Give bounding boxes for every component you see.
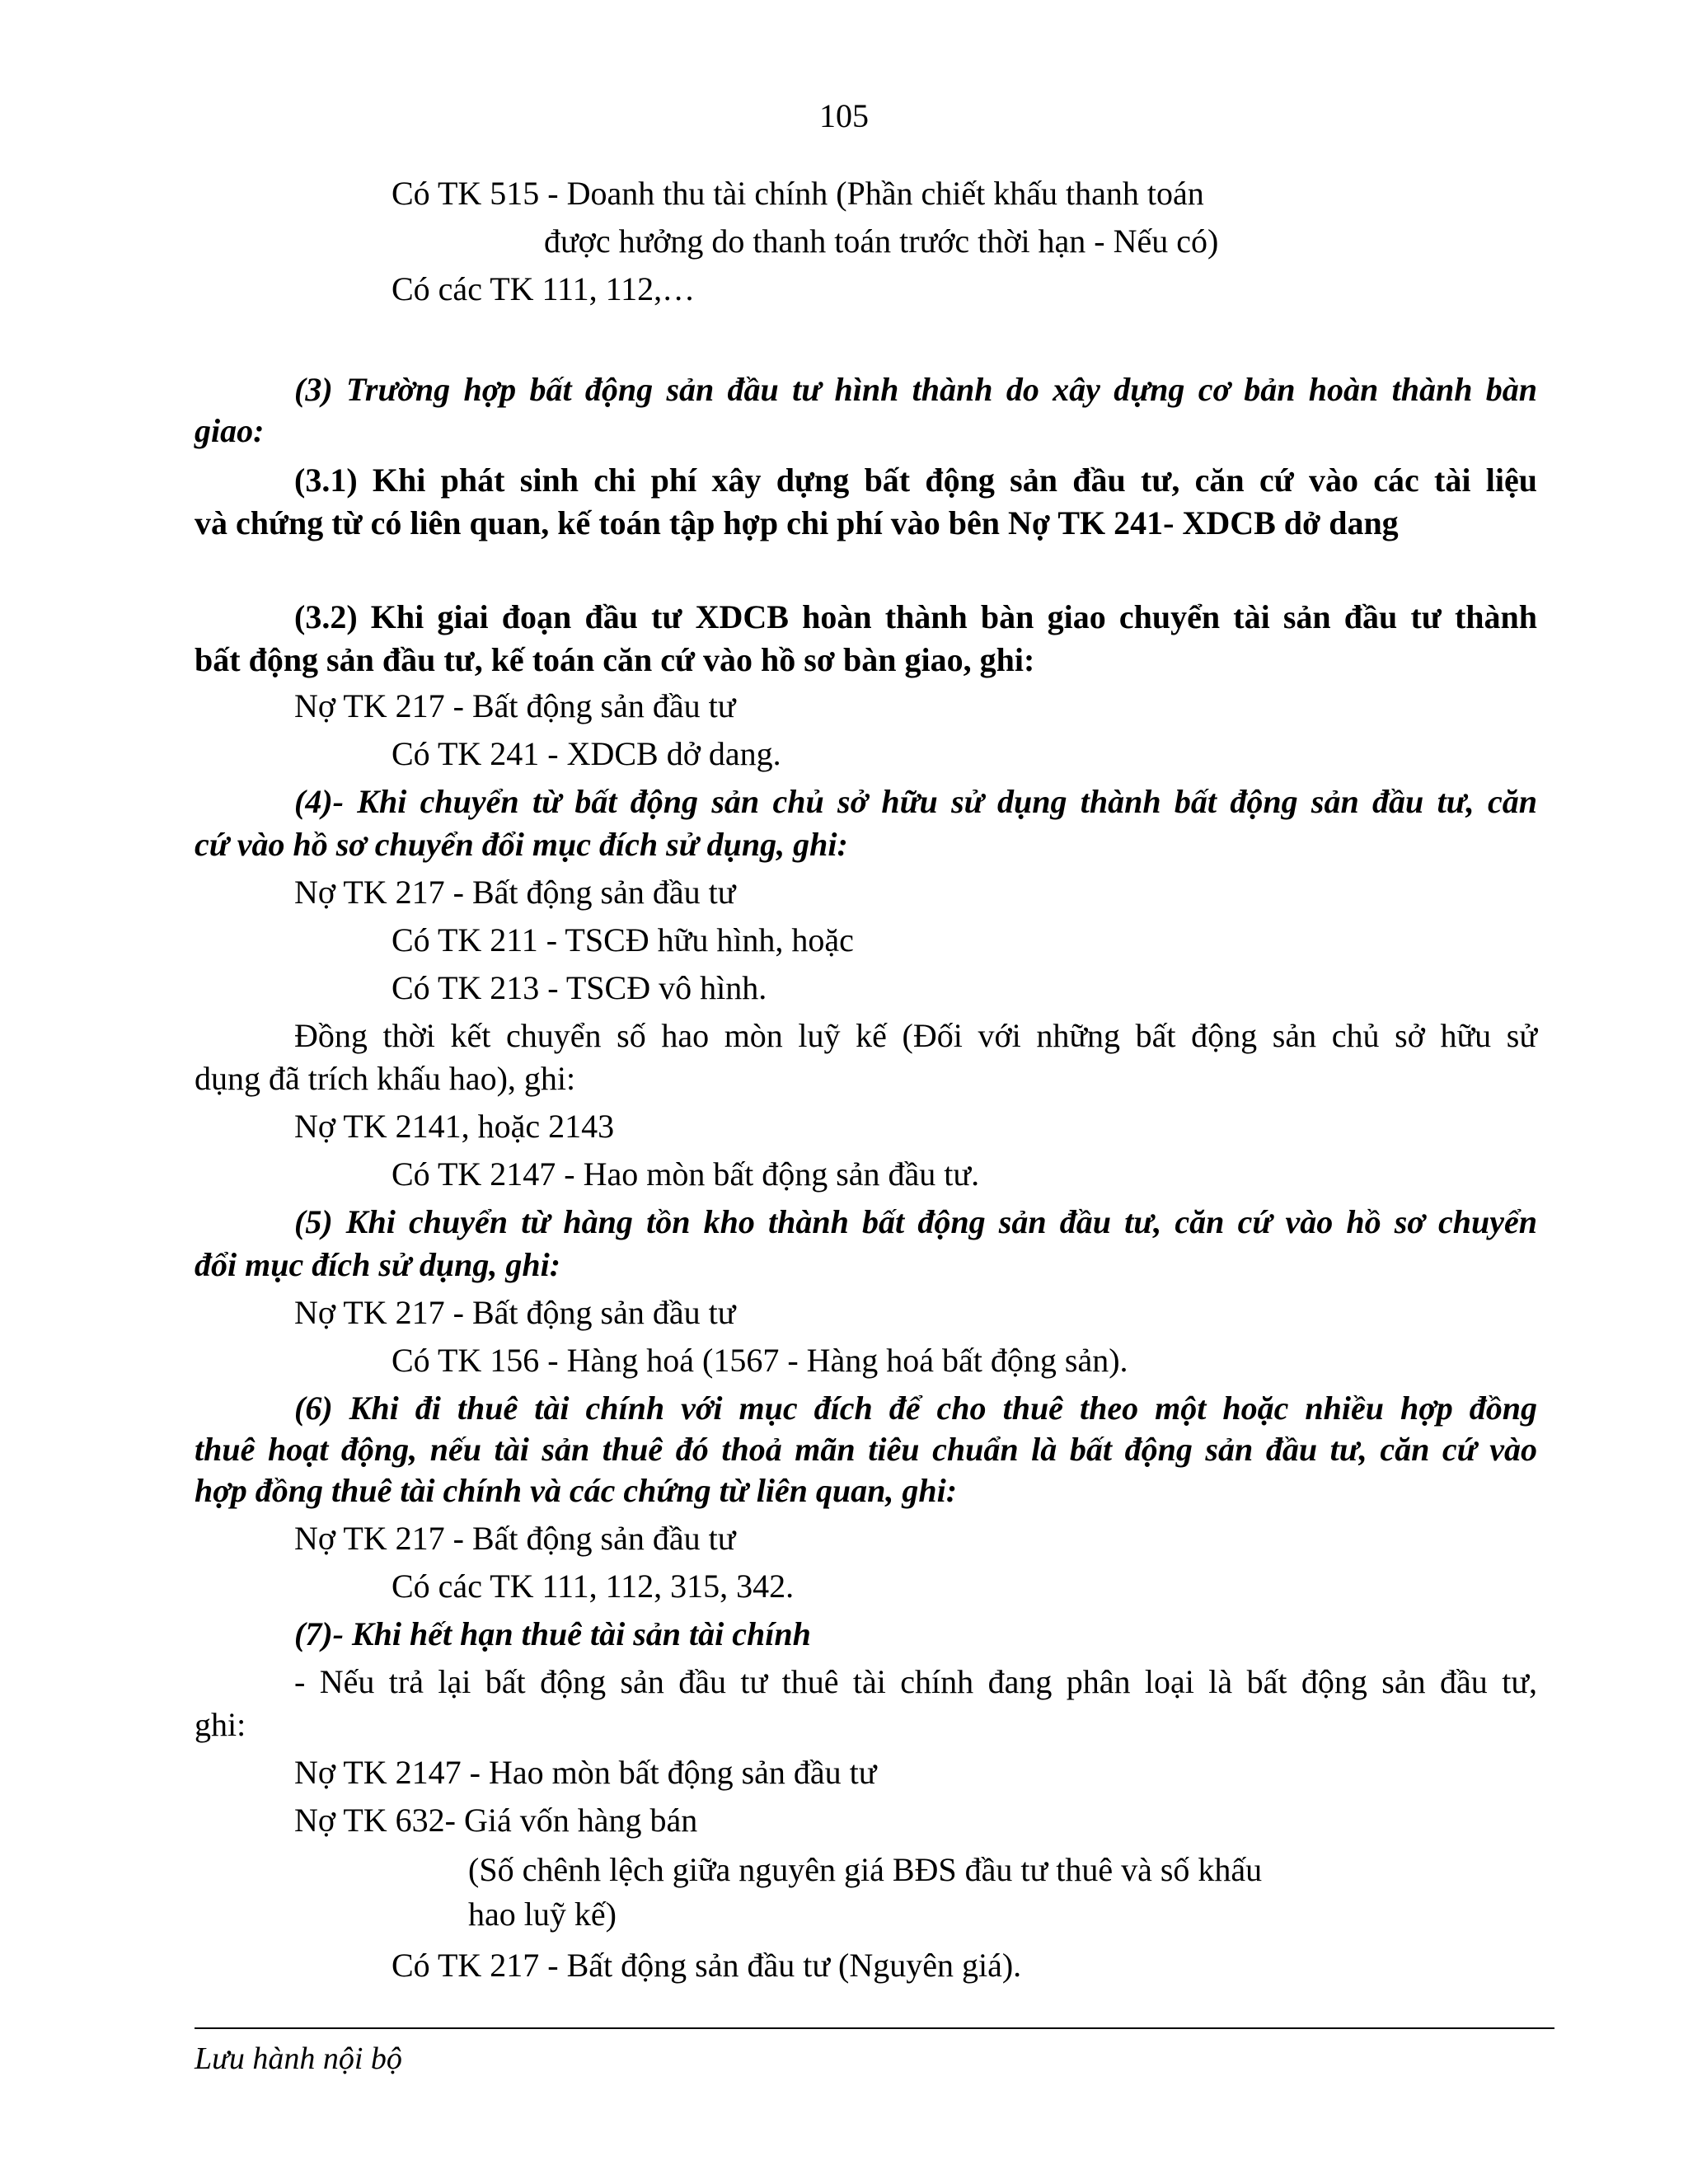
text-line: Có TK 213 - TSCĐ vô hình.	[392, 969, 767, 1006]
section-heading: hợp đồng thuê tài chính và các chứng từ liên quan, ghi:	[195, 1472, 958, 1509]
text-line: Đồng thời kết chuyển số hao mòn luỹ kế (Đối với những bất động sản chủ sở hữu sử	[294, 1017, 1537, 1054]
text-line: Nợ TK 217 - Bất động sản đầu tư	[294, 687, 736, 724]
text-line: Có TK 241 - XDCB dở dang.	[392, 735, 781, 772]
section-heading: (3) Trường hợp bất động sản đầu tư hình thành do xây dựng cơ bản hoàn thành bàn	[294, 371, 1537, 408]
text-line: Nợ TK 2141, hoặc 2143	[294, 1108, 615, 1145]
subsection-heading: (3.1) Khi phát sinh chi phí xây dựng bất động sản đầu tư, căn cứ vào các tài liệu	[294, 462, 1537, 499]
text-line: Nợ TK 217 - Bất động sản đầu tư	[294, 874, 736, 911]
subsection-heading: và chứng từ có liên quan, kế toán tập hợp chi phí vào bên Nợ TK 241- XDCB dở dang	[195, 504, 1399, 541]
text-line: Nợ TK 217 - Bất động sản đầu tư	[294, 1520, 736, 1557]
subsection-heading: (3.2) Khi giai đoạn đầu tư XDCB hoàn thành bàn giao chuyển tài sản đầu tư thành	[294, 598, 1537, 635]
text-line: Có TK 217 - Bất động sản đầu tư (Nguyên giá).	[392, 1947, 1022, 1984]
section-heading: (5) Khi chuyển từ hàng tồn kho thành bất động sản đầu tư, căn cứ vào hồ sơ chuyển	[294, 1203, 1537, 1240]
text-line: Có TK 515 - Doanh thu tài chính (Phần chiết khấu thanh toán	[392, 175, 1204, 212]
text-line: (Số chênh lệch giữa nguyên giá BĐS đầu tư thuê và số khấu	[468, 1851, 1263, 1888]
text-line: Nợ TK 2147 - Hao mòn bất động sản đầu tư	[294, 1754, 877, 1791]
text-line: Có TK 156 - Hàng hoá (1567 - Hàng hoá bất động sản).	[392, 1342, 1128, 1379]
section-heading: (7)- Khi hết hạn thuê tài sản tài chính	[294, 1615, 811, 1652]
section-heading: cứ vào hồ sơ chuyển đổi mục đích sử dụng, ghi:	[195, 826, 848, 863]
section-heading: thuê hoạt động, nếu tài sản thuê đó thoả mãn tiêu chuẩn là bất động sản đầu tư, căn cứ vào	[195, 1431, 1537, 1468]
footer-text: Lưu hành nội bộ	[195, 2041, 402, 2076]
text-line: Có các TK 111, 112,…	[392, 270, 696, 307]
footer-divider	[195, 2027, 1554, 2029]
subsection-heading: bất động sản đầu tư, kế toán căn cứ vào hồ sơ bàn giao, ghi:	[195, 641, 1035, 678]
section-heading: (4)- Khi chuyển từ bất động sản chủ sở hữu sử dụng thành bất động sản đầu tư, căn	[294, 783, 1537, 820]
text-line: dụng đã trích khấu hao), ghi:	[195, 1060, 576, 1097]
text-line: Có các TK 111, 112, 315, 342.	[392, 1568, 795, 1605]
section-heading: (6) Khi đi thuê tài chính với mục đích để cho thuê theo một hoặc nhiều hợp đồng	[294, 1390, 1537, 1427]
text-line: Nợ TK 632- Giá vốn hàng bán	[294, 1802, 698, 1839]
text-line: Có TK 211 - TSCĐ hữu hình, hoặc	[392, 921, 854, 958]
text-line: Có TK 2147 - Hao mòn bất động sản đầu tư.	[392, 1155, 980, 1193]
text-line: - Nếu trả lại bất động sản đầu tư thuê tài chính đang phân loại là bất động sản đầu tư,	[294, 1663, 1537, 1700]
text-line: Nợ TK 217 - Bất động sản đầu tư	[294, 1294, 736, 1331]
page-number: 105	[819, 97, 869, 134]
text-line: được hưởng do thanh toán trước thời hạn - Nếu có)	[544, 223, 1219, 260]
section-heading: giao:	[195, 412, 265, 449]
section-heading: đổi mục đích sử dụng, ghi:	[195, 1246, 561, 1283]
text-line: hao luỹ kế)	[468, 1896, 617, 1933]
text-line: ghi:	[195, 1706, 246, 1743]
